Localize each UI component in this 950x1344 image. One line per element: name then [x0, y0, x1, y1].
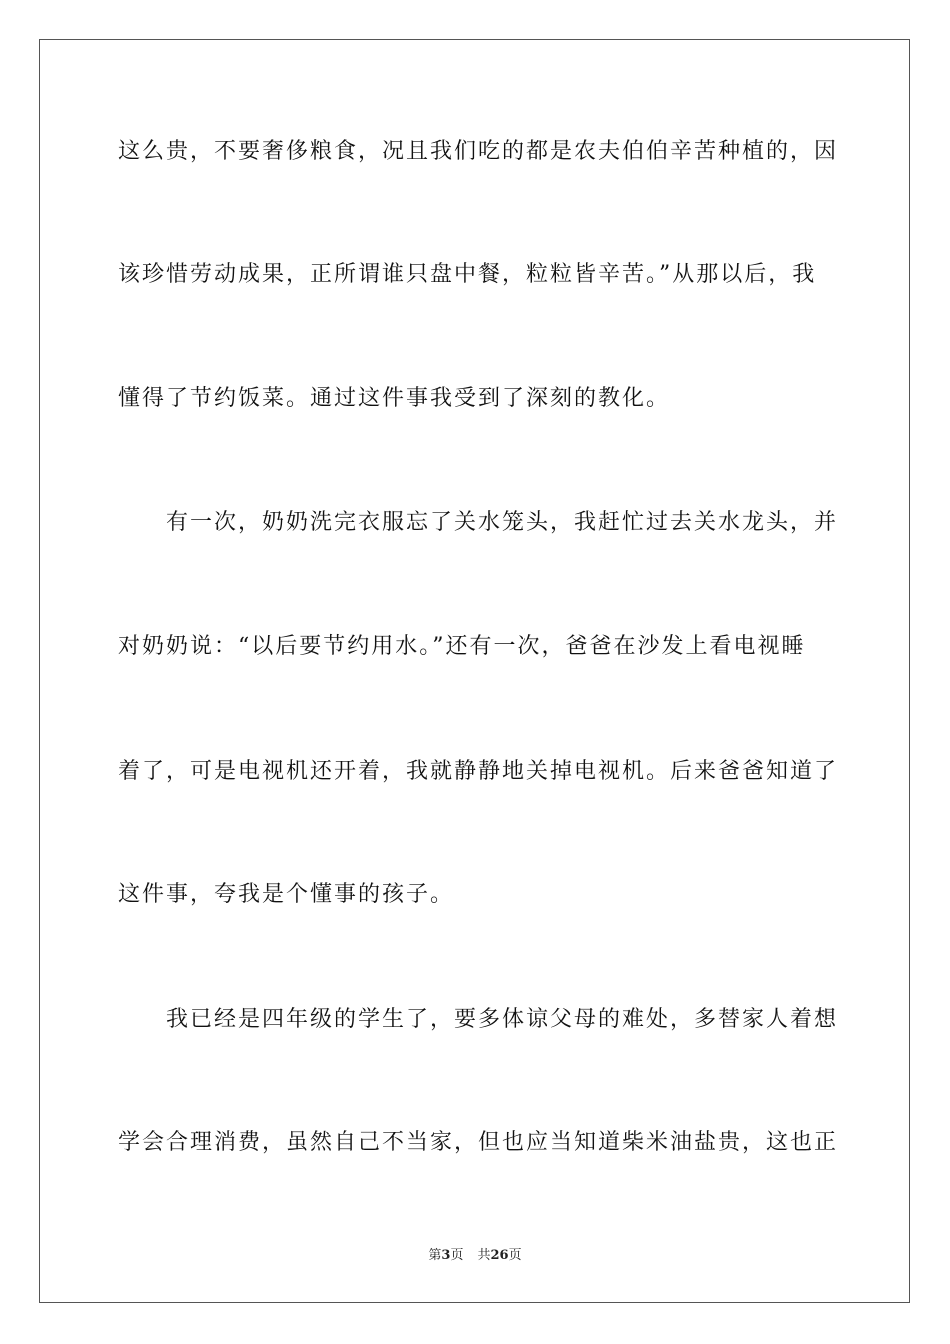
text-line: 这么贵，不要奢侈粮食，况且我们吃的都是农夫伯伯辛苦种植的，因 [118, 139, 839, 164]
text-line: 该珍惜劳动成果，正所谓谁只盘中餐，粒粒皆辛苦。”从那以后，我 [118, 262, 817, 287]
text-line: 学会合理消费，虽然自己不当家，但也应当知道柴米油盐贵，这也正 [118, 1130, 839, 1155]
text-line: 这件事，夸我是个懂事的孩子。 [118, 882, 455, 907]
page-prefix: 第 [428, 1248, 442, 1263]
paragraph-first-line: 有一次，奶奶洗完衣服忘了关水笼头，我赶忙过去关水龙头，并 [166, 510, 839, 535]
page-footer [0, 1247, 950, 1265]
text-line: 着了，可是电视机还开着，我就静静地关掉电视机。后来爸爸知道了 [118, 759, 839, 784]
page-suffix: 页 [450, 1248, 464, 1263]
total-suffix: 页 [508, 1248, 522, 1263]
text-line: 懂得了节约饭菜。通过这件事我受到了深刻的教化。 [118, 386, 671, 411]
page-border [39, 39, 910, 1303]
total-pages: 26 [490, 1248, 509, 1263]
text-line: 对奶奶说：“以后要节约用水。”还有一次，爸爸在沙发上看电视睡 [118, 634, 806, 659]
total-prefix: 共 [477, 1248, 491, 1263]
page-number: 3 [441, 1248, 451, 1263]
paragraph-first-line: 我已经是四年级的学生了，要多体谅父母的难处，多替家人着想 [166, 1007, 839, 1032]
